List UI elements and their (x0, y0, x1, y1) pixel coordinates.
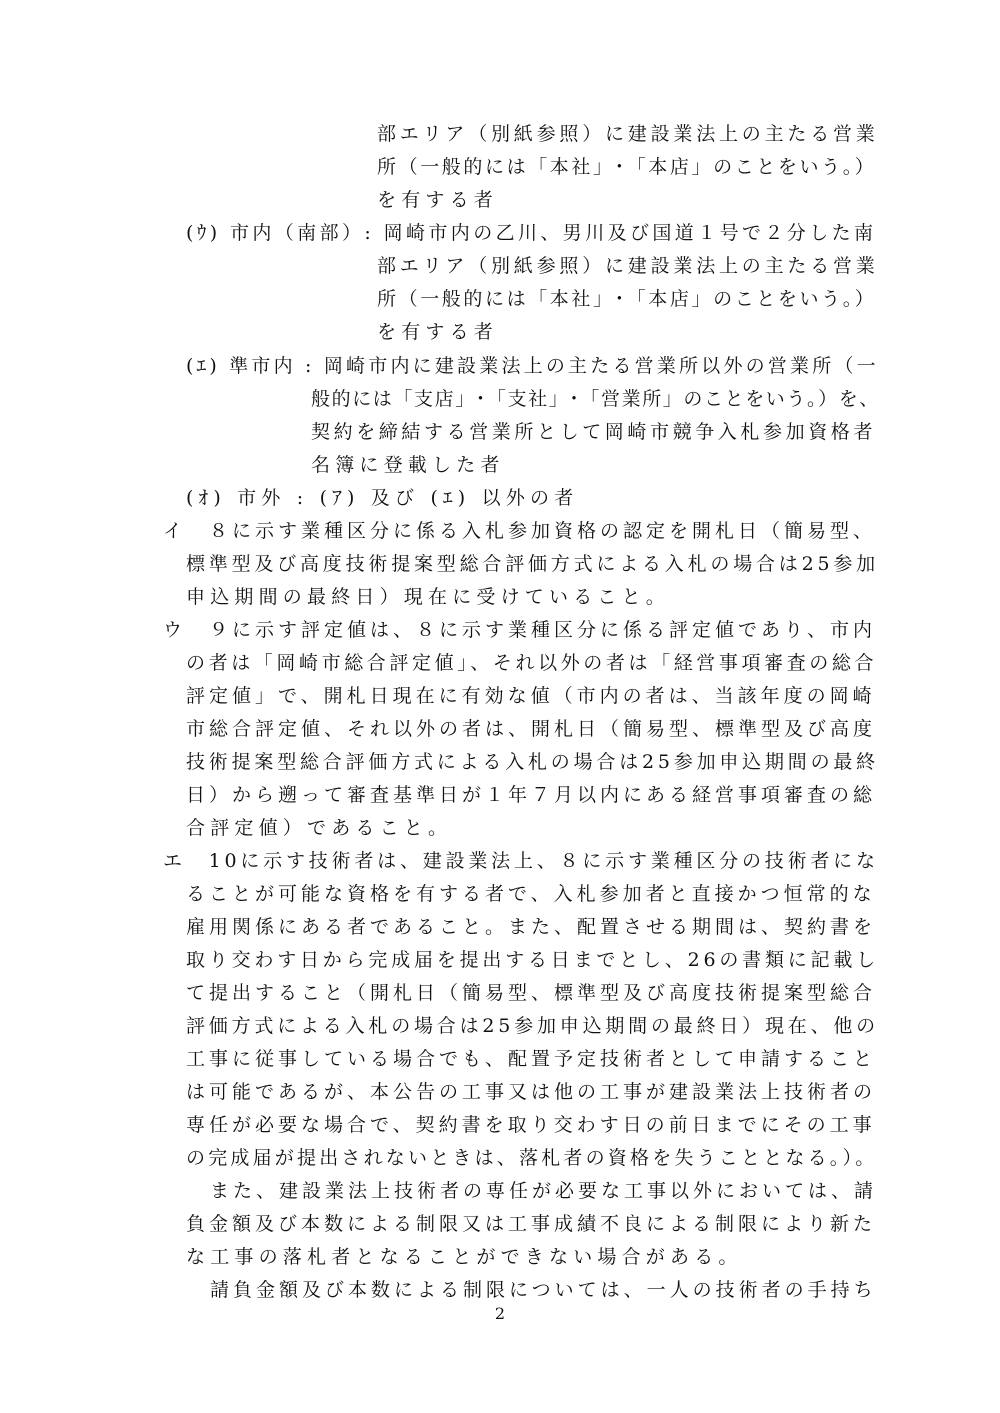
text-line: また、建設業法上技術者の専任が必要な工事以外においては、請 (210, 1180, 878, 1202)
text-line: の者は「岡崎市総合評定値」、それ以外の者は「経営事項審査の総合 (186, 652, 878, 674)
text-line: な工事の落札者となることができない場合がある。 (186, 1246, 743, 1268)
text-line: 契約を締結する営業所として岡崎市競争入札参加資格者 (311, 421, 877, 443)
text-line: 市総合評定値、それ以外の者は、開札日（簡易型、標準型及び高度 (186, 718, 877, 740)
text-line: 標準型及び高度技術提案型総合評価方式による入札の場合は25参加 (186, 553, 879, 575)
text-line: 部エリア（別紙参照）に建設業法上の主たる営業 (377, 123, 879, 145)
text-line: イ ８に示す業種区分に係る入札参加資格の認定を開札日（簡易型、 (163, 520, 877, 542)
text-line: を有する者 (377, 321, 499, 343)
text-line: 名簿に登載した者 (311, 454, 505, 476)
text-line: 日）から遡って審査基準日が１年７月以内にある経営事項審査の総 (186, 784, 877, 806)
text-line: 技術提案型総合評価方式による入札の場合は25参加申込期間の最終 (186, 751, 879, 773)
text-line: ることが可能な資格を有する者で、入札参加者と直接かつ恒常的な (186, 883, 876, 905)
text-line: 般的には「支店」･「支社」･「営業所」のことをいう。）を、 (311, 388, 880, 410)
text-line: 評定値」で、開札日現在に有効な値（市内の者は、当該年度の岡崎 (186, 685, 876, 707)
text-line: を有する者 (377, 189, 499, 211)
text-line: 負金額及び本数による制限又は工事成績不良による制限により新た (186, 1213, 877, 1235)
text-line: 専任が必要な場合で、契約書を取り交わす日の前日までにその工事 (186, 1114, 876, 1136)
text-line: の完成届が提出されないときは、落札者の資格を失うこととなる。）。 (186, 1147, 878, 1169)
text-line: て提出すること（開札日（簡易型、標準型及び高度技術提案型総合 (186, 982, 877, 1004)
text-line: エ 10に示す技術者は、建設業法上、８に示す業種区分の技術者にな (163, 850, 879, 872)
page-number: 2 (494, 1304, 506, 1323)
text-line: (ｴ) 準市内 : 岡崎市内に建設業法上の主たる営業所以外の営業所（一 (186, 355, 879, 377)
text-line: (ｵ) 市外 : (ｱ) 及び (ｴ) 以外の者 (186, 487, 579, 509)
text-line: 工事に従事している場合でも、配置予定技術者として申請すること (186, 1048, 877, 1070)
text-line: 雇用関係にある者であること。また、配置させる期間は、契約書を (186, 916, 877, 938)
text-line: (ｳ) 市内（南部）: 岡崎市内の乙川、男川及び国道１号で２分した南 (186, 222, 877, 244)
text-line: ウ ９に示す評定値は、８に示す業種区分に係る評定値であり、市内 (163, 619, 877, 641)
text-line: 所（一般的には「本社」･「本店」のことをいう。） (377, 288, 877, 310)
text-line: 所（一般的には「本社」･「本店」のことをいう。） (377, 156, 877, 178)
text-line: 取り交わす日から完成届を提出する日までとし、26の書類に記載し (186, 949, 879, 971)
text-line: 部エリア（別紙参照）に建設業法上の主たる営業 (377, 255, 879, 277)
text-line: 合評定値）であること。 (186, 817, 453, 839)
text-line: は可能であるが、本公告の工事又は他の工事が建設業法上技術者の (186, 1081, 877, 1103)
text-line: 評価方式による入札の場合は25参加申込期間の最終日）現在、他の (186, 1015, 879, 1037)
text-line: 請負金額及び本数による制限については、一人の技術者の手持ち (210, 1279, 877, 1301)
text-line: 申込期間の最終日）現在に受けていること。 (186, 586, 671, 608)
